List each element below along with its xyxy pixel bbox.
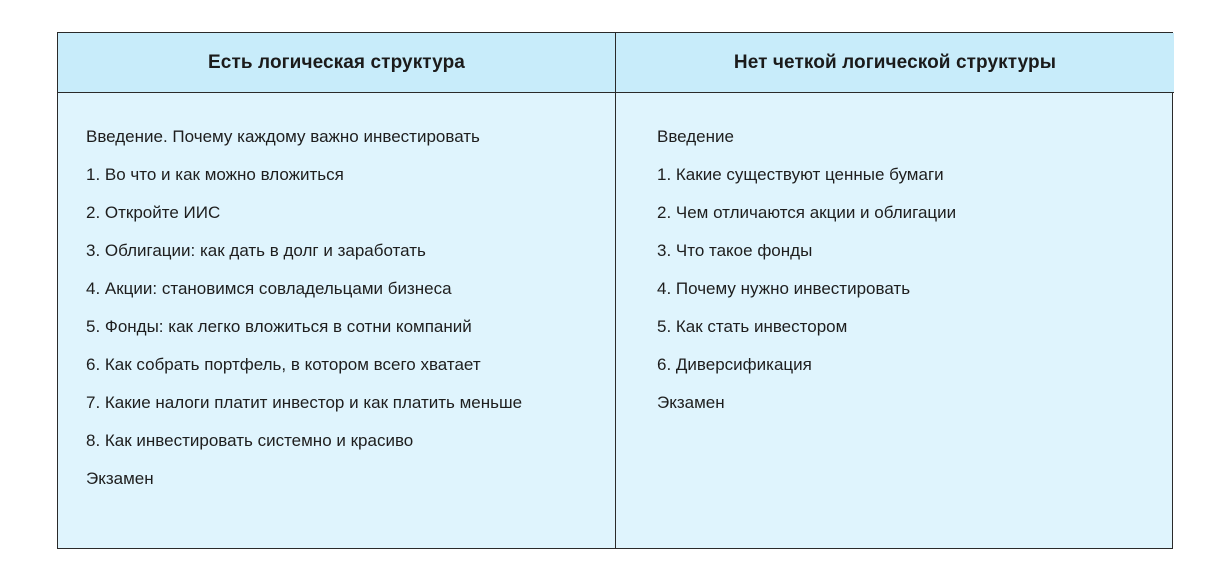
- list-item: 2. Откройте ИИС: [86, 203, 221, 222]
- list-item: 1. Какие существуют ценные бумаги: [657, 165, 944, 184]
- structured-list: [58, 93, 616, 548]
- list-item: 3. Что такое фонды: [657, 241, 813, 260]
- list-item: Введение: [657, 127, 734, 146]
- list-item: 8. Как инвестировать системно и красиво: [86, 431, 414, 450]
- header-unstructured: Нет четкой логической структуры: [616, 33, 1174, 93]
- list-item: Введение. Почему каждому важно инвестировать: [86, 127, 480, 146]
- list-item: 3. Облигации: как дать в долг и заработать: [86, 241, 426, 260]
- list-item: 1. Во что и как можно вложиться: [86, 165, 344, 184]
- list-item: 6. Как собрать портфель, в котором всего хватает: [86, 355, 481, 374]
- comparison-table: [57, 32, 1173, 549]
- list-item: Экзамен: [86, 469, 154, 488]
- list-item: 5. Фонды: как легко вложиться в сотни компаний: [86, 317, 472, 336]
- list-item: Экзамен: [657, 393, 725, 412]
- list-item: 5. Как стать инвестором: [657, 317, 848, 336]
- list-item: 4. Почему нужно инвестировать: [657, 279, 911, 298]
- unstructured-list: [616, 93, 1174, 548]
- list-item: 2. Чем отличаются акции и облигации: [657, 203, 957, 222]
- list-item: 6. Диверсификация: [657, 355, 812, 374]
- list-item: 7. Какие налоги платит инвестор и как платить меньше: [86, 393, 523, 412]
- list-item: 4. Акции: становимся совладельцами бизнеса: [86, 279, 452, 298]
- header-structured: Есть логическая структура: [58, 33, 616, 93]
